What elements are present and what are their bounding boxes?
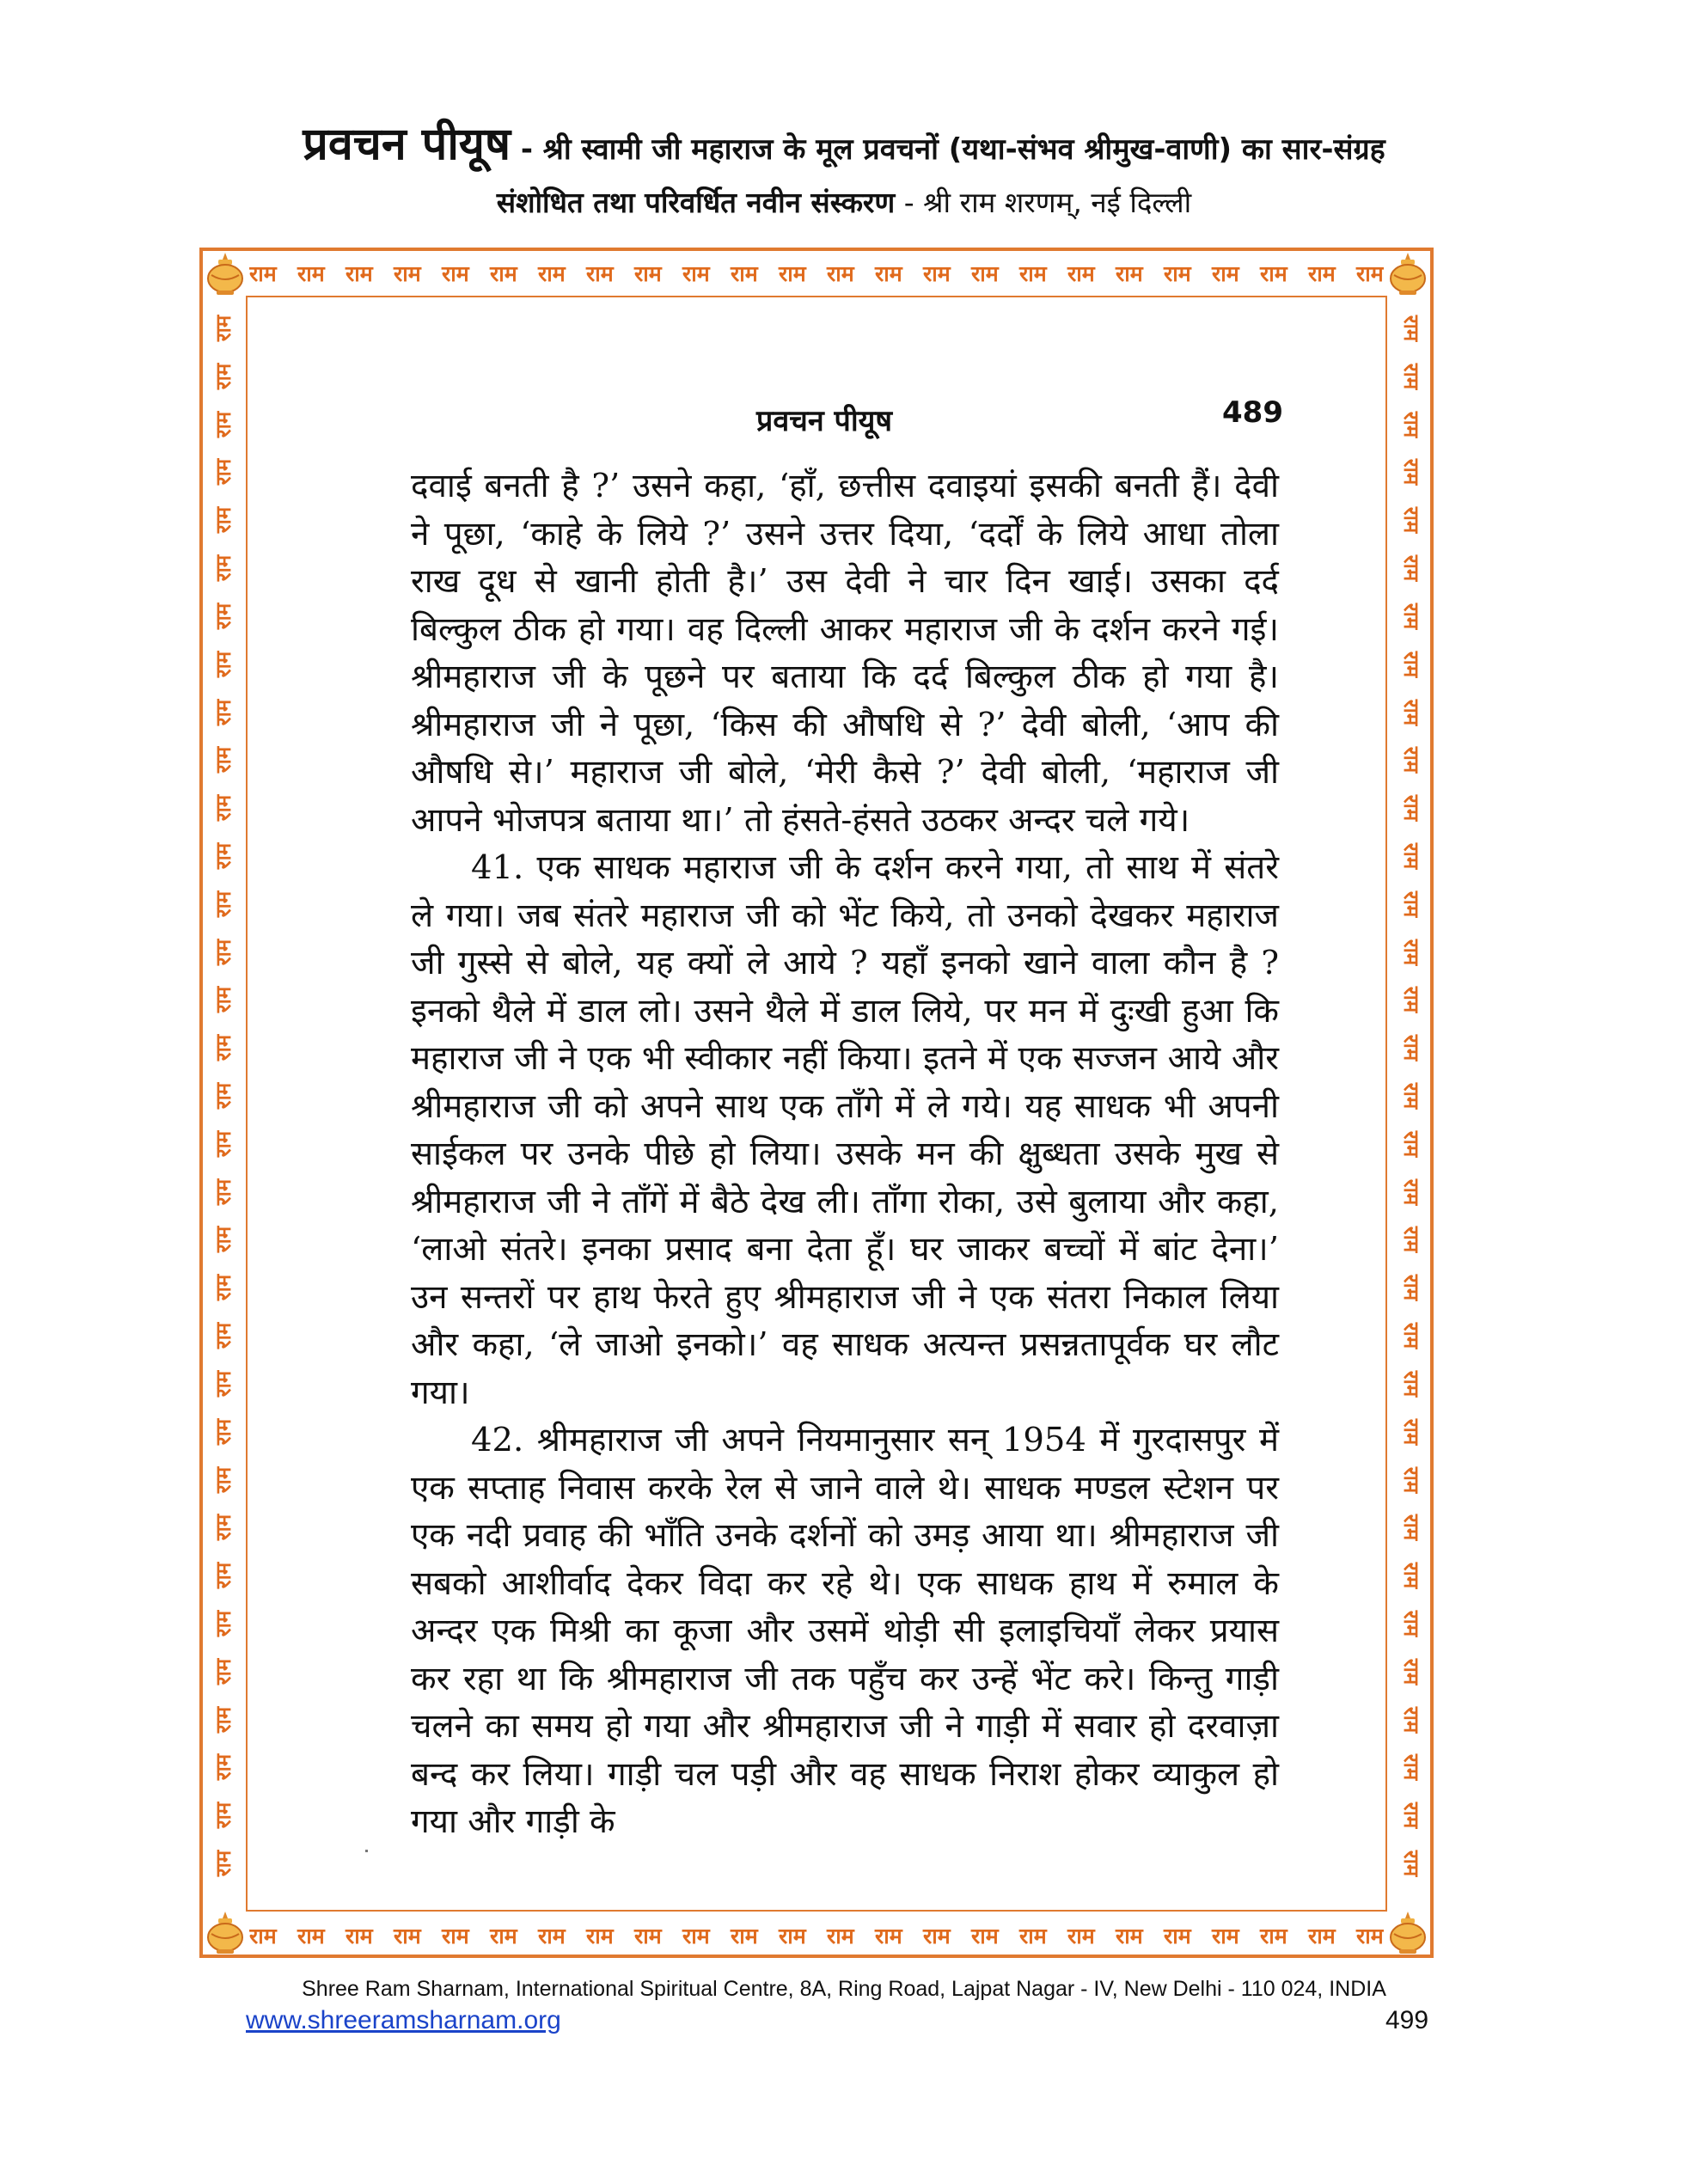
ram-border-bottom <box>249 1915 1384 1956</box>
ram-border-word: राम <box>211 1658 235 1685</box>
ram-border-word: राम <box>211 842 235 870</box>
ram-border-right <box>1392 309 1430 1882</box>
ram-border-word: राम <box>1308 1924 1336 1948</box>
ram-border-word: राम <box>538 261 566 286</box>
frame-inner-line-bottom <box>248 1910 1387 1912</box>
paragraph: दवाई बनती है ?’ उसने कहा, ‘हाँ, छत्तीस दवाइयां इसकी बनती हैं। देवी ने पूछा, ‘काहे के लिये ?’ उसने उत्तर दिया, ‘दर्दों के लिये आधा तोला राख दूध से खानी होती है।’ उस देवी ने चार दिन खाई। उसका दर्द बिल्कुल ठीक हो गया। वह दिल्ली आकर महाराज जी के दर्शन करने गई। श्रीमहाराज जी के पूछने पर बताया कि दर्द बिल्कुल ठीक हो गया है। श्रीमहाराज जी ने पूछा, ‘किस की औषधि से ?’ देवी बोली, ‘आप की औषधि से।’ महाराज जी बोले, ‘मेरी कैसे ?’ देवी बोली, ‘महाराज जी आपने भोजपत्र बताया था।’ तो हंसते-हंसते उठकर अन्दर चले गये। <box>411 467 1279 840</box>
pdf-page-number: 499 <box>1385 2006 1429 2034</box>
ram-border-word: राम <box>923 1924 951 1948</box>
ram-border-word: राम <box>1308 261 1336 286</box>
ram-border-word: राम <box>971 261 999 286</box>
ram-border-word: राम <box>1398 1658 1423 1685</box>
ram-border-word: राम <box>731 261 758 286</box>
frame-inner-line-top <box>248 296 1387 297</box>
ram-border-word: राम <box>1212 1924 1239 1948</box>
ram-border-word: राम <box>1398 651 1423 677</box>
ram-border-word: राम <box>211 1322 235 1349</box>
ram-border-word: राम <box>682 261 710 286</box>
ram-border-word: राम <box>1398 1227 1423 1253</box>
ram-border-word: राम <box>211 987 235 1013</box>
ram-border-word: राम <box>1398 842 1423 870</box>
paragraph: 41. एक साधक महाराज जी के दर्शन करने गया, तो साथ में संतरे ले गया। जब संतरे महाराज जी को भेंट किये, तो उनको देखकर महाराज जी गुस्से से बोले, यह क्यों ले आये ? यहाँ इनको खाने वाला कौन है ? इनको थैले में डाल लो। उसने थैले में डाल लिये, पर मन में दुःखी हुआ कि महाराज जी ने एक भी स्वीकार नहीं किया। इतने में एक सज्जन आये और श्रीमहाराज जी को अपने साथ एक ताँगे में ले गये। यह साधक भी अपनी साईकल पर उनके पीछे हो लिया। उसके मन की क्षुब्धता उसके मुख से श्रीमहाराज जी ने ताँगें में बैठे देख ली। ताँगा रोका, उसे बुलाया और कहा, ‘लाओ संतरे। इनका प्रसाद बना देता हूँ। घर जाकर बच्चों में बांट देना।’ उन सन्तरों पर हाथ फेरते हुए श्रीमहाराज जी ने एक संतरा निकाल लिया और कहा, ‘ले जाओ इनको।’ वह साधक अत्यन्त प्रसन्नतापूर्वक घर लौट गया। <box>411 848 1279 1412</box>
ram-border-word: राम <box>211 1370 235 1398</box>
ram-border-word: राम <box>1398 890 1423 917</box>
ram-border-word: राम <box>211 1610 235 1637</box>
ram-border-word: राम <box>538 1924 566 1948</box>
ram-border-word: राम <box>211 1130 235 1158</box>
ram-border-word: राम <box>1398 1178 1423 1205</box>
ram-border-word: राम <box>211 1514 235 1541</box>
ram-border-word: राम <box>211 794 235 822</box>
ram-border-word: राम <box>923 261 951 286</box>
ram-border-word: राम <box>394 1924 421 1948</box>
ram-border-word: राम <box>346 261 373 286</box>
ram-border-word: राम <box>1398 411 1423 437</box>
ram-border-word: राम <box>1260 261 1287 286</box>
book-page-number: 489 <box>1222 395 1283 430</box>
ram-border-word: राम <box>297 261 325 286</box>
ram-border-word: राम <box>1398 1850 1423 1877</box>
ram-border-word: राम <box>1398 1802 1423 1829</box>
frame-inner-line-right <box>1385 296 1387 1912</box>
ram-border-word: राम <box>249 261 277 286</box>
ram-border-word: राम <box>442 1924 469 1948</box>
ram-border-word: राम <box>211 747 235 774</box>
ram-border-word: राम <box>346 1924 373 1948</box>
ram-border-word: राम <box>1398 507 1423 534</box>
ram-border-left <box>205 309 242 1882</box>
ram-border-word: राम <box>827 1924 854 1948</box>
ram-border-word: राम <box>1260 1924 1287 1948</box>
ram-border-word: राम <box>442 261 469 286</box>
kalash-pot-icon <box>1384 249 1432 297</box>
ram-border-word: राम <box>586 261 614 286</box>
page-body-text <box>411 462 1279 1846</box>
ram-border-word: राम <box>211 1275 235 1301</box>
ram-border-word: राम <box>297 1924 325 1948</box>
ram-border-word: राम <box>779 1924 806 1948</box>
ram-border-word: राम <box>1398 1610 1423 1637</box>
ram-border-word: राम <box>211 507 235 534</box>
ram-border-word: राम <box>211 1082 235 1110</box>
ram-border-word: राम <box>971 1924 999 1948</box>
header-subtitle: - श्री स्वामी जी महाराज के मूल प्रवचनों (यथा-संभव श्रीमुख-वाणी) का सार-संग्रह <box>511 132 1385 167</box>
ram-border-word: राम <box>1398 699 1423 725</box>
ram-border-word: राम <box>211 1562 235 1589</box>
ram-border-word: राम <box>211 1706 235 1733</box>
ram-border-word: राम <box>211 1227 235 1253</box>
ram-border-word: राम <box>249 1924 277 1948</box>
ram-border-word: राम <box>634 1924 662 1948</box>
ram-border-word: राम <box>682 1924 710 1948</box>
ram-border-word: राम <box>1398 1130 1423 1158</box>
ram-border-word: राम <box>1019 1924 1047 1948</box>
ram-border-word: राम <box>1116 1924 1143 1948</box>
ram-border-word: राम <box>1356 1924 1384 1948</box>
ram-border-word: राम <box>1398 1370 1423 1398</box>
ram-border-word: राम <box>827 261 854 286</box>
ram-border-word: राम <box>211 890 235 917</box>
ram-border-word: राम <box>1398 1275 1423 1301</box>
ram-border-word: राम <box>875 261 902 286</box>
ram-border-word: राम <box>1067 1924 1095 1948</box>
ram-border-word: राम <box>211 363 235 390</box>
header-publisher: - श्री राम शरणम्, नई दिल्ली <box>895 186 1192 219</box>
ram-border-word: राम <box>1398 747 1423 774</box>
kalash-pot-icon <box>201 1908 249 1956</box>
ram-border-word: राम <box>1164 1924 1191 1948</box>
ram-border-word: राम <box>211 315 235 342</box>
ram-border-word: राम <box>1398 1322 1423 1349</box>
footer-address: Shree Ram Sharnam, International Spiritual Centre, 8A, Ring Road, Lajpat Nagar - IV, New Delhi - 110 024, INDIA <box>302 1977 1386 2001</box>
ram-border-word: राम <box>211 1178 235 1205</box>
ram-border-word: राम <box>211 459 235 486</box>
ram-border-word: राम <box>1067 261 1095 286</box>
ram-border-word: राम <box>1019 261 1047 286</box>
paragraph: 42. श्रीमहाराज जी अपने नियमानुसार सन् 1954 में गुरदासपुर में एक सप्ताह निवास करके रेल से जाने वाले थे। साधक मण्डल स्टेशन पर एक नदी प्रवाह की भाँति उनके दर्शनों को उमड़ आया था। श्रीमहाराज जी सबको आशीर्वाद देकर विदा कर रहे थे। एक साधक हाथ में रुमाल के अन्दर एक मिश्री का कूजा और उसमें थोड़ी सी इलाइचियाँ लेकर प्रयास कर रहा था कि श्रीमहाराज जी तक पहुँच कर उन्हें भेंट करे। किन्तु गाड़ी चलने का समय हो गया और श्रीमहाराज जी ने गाड़ी में सवार हो दरवाज़ा बन्द कर लिया। गाड़ी चल पड़ी और वह साधक निराश होकर व्याकुल हो गया और गाड़ी के <box>411 1421 1279 1841</box>
ram-border-word: राम <box>1398 363 1423 390</box>
ram-border-word: राम <box>394 261 421 286</box>
ram-border-word: राम <box>1398 603 1423 630</box>
ram-border-word: राम <box>1398 1754 1423 1781</box>
ram-border-word: राम <box>1164 261 1191 286</box>
ram-border-top <box>249 253 1384 294</box>
ram-border-word: राम <box>211 1418 235 1445</box>
ram-border-word: राम <box>211 1034 235 1061</box>
ram-border-word: राम <box>211 1754 235 1781</box>
frame-inner-line-left <box>246 296 248 1912</box>
ram-border-word: राम <box>1212 261 1239 286</box>
ram-border-word: राम <box>211 1466 235 1493</box>
ram-border-word: राम <box>1398 315 1423 342</box>
ram-border-word: राम <box>211 1802 235 1829</box>
kalash-pot-icon <box>1384 1908 1432 1956</box>
document-header-edition <box>0 182 1688 221</box>
ram-border-word: राम <box>211 651 235 677</box>
ram-border-word: राम <box>211 411 235 437</box>
ram-border-word: राम <box>1116 261 1143 286</box>
header-book-title: प्रवचन पीयूष <box>303 119 511 170</box>
ram-border-word: राम <box>490 261 517 286</box>
ram-border-word: राम <box>211 1850 235 1877</box>
ram-border-word: राम <box>1398 794 1423 822</box>
ram-border-word: राम <box>1356 261 1384 286</box>
ram-border-word: राम <box>634 261 662 286</box>
ram-border-word: राम <box>779 261 806 286</box>
ram-border-word: राम <box>731 1924 758 1948</box>
ram-border-word: राम <box>1398 459 1423 486</box>
ram-border-word: राम <box>1398 1034 1423 1061</box>
ram-border-word: राम <box>1398 1562 1423 1589</box>
ram-border-word: राम <box>490 1924 517 1948</box>
running-header-title: प्रवचन पीयूष <box>756 404 893 438</box>
ram-border-word: राम <box>1398 1418 1423 1445</box>
ram-border-word: राम <box>1398 1514 1423 1541</box>
ram-border-word: राम <box>211 554 235 582</box>
header-edition-label: संशोधित तथा परिवर्धित नवीन संस्करण <box>496 186 896 219</box>
ram-border-word: राम <box>1398 939 1423 965</box>
ram-border-word: राम <box>1398 554 1423 582</box>
scan-speck <box>365 1850 368 1852</box>
ram-border-word: राम <box>1398 1466 1423 1493</box>
document-header-title <box>0 112 1688 173</box>
ram-border-word: राम <box>1398 1706 1423 1733</box>
kalash-pot-icon <box>201 249 249 297</box>
ram-border-word: राम <box>586 1924 614 1948</box>
ram-border-word: राम <box>211 699 235 725</box>
ram-border-word: राम <box>1398 1082 1423 1110</box>
ram-border-word: राम <box>875 1924 902 1948</box>
ram-border-word: राम <box>1398 987 1423 1013</box>
footer-website-link[interactable]: www.shreeramsharnam.org <box>246 2006 561 2034</box>
ram-border-word: राम <box>211 939 235 965</box>
ram-border-word: राम <box>211 603 235 630</box>
